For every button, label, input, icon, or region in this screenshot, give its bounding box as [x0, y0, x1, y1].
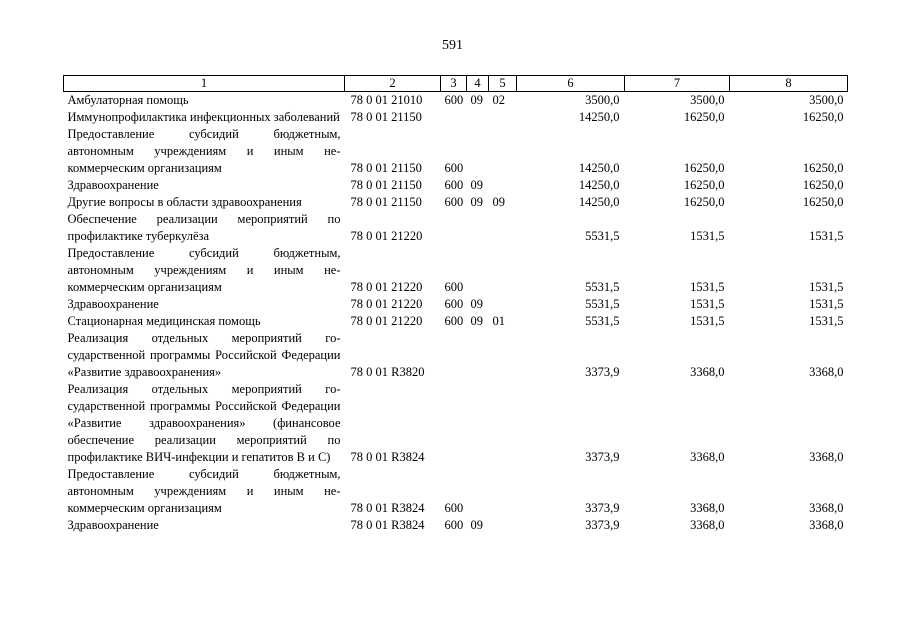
row-value-8-cell: 3500,0	[809, 93, 844, 107]
row-code-cell: 78 0 01 21150	[350, 178, 422, 192]
row-rz-cell	[467, 109, 489, 126]
row-value-6-cell: 5531,5	[585, 280, 620, 294]
row-value-8-cell: 3368,0	[809, 450, 844, 464]
row-value-8-cell: 16250,0	[802, 178, 844, 192]
row-rz-cell	[467, 381, 489, 466]
row-value-6-cell: 5531,5	[585, 229, 620, 243]
table-row	[64, 211, 848, 245]
row-name-cell: Другие вопросы в области здравоохранения	[67, 195, 302, 209]
row-code-cell: 78 0 01 R3824	[350, 450, 425, 464]
header-row	[64, 76, 848, 92]
row-name-cell: Здравоохранение	[67, 518, 159, 532]
row-name-cell: Реализация отдельных мероприятий государственной программы Российской Федерации «Развитие здравоохранения» (финансовое обеспечение реализации мероприятий по профилактике ВИЧ-инфекции и гепатитов В и С)	[67, 382, 341, 464]
row-code-cell: 78 0 01 R3824	[350, 518, 425, 532]
row-name-cell: Предоставление субсидий бюджетным, автономным учреждениям и иным некоммерческим организациям	[67, 246, 341, 294]
row-value-7-cell: 3500,0	[690, 93, 725, 107]
row-pr-cell	[489, 177, 517, 194]
table-row	[64, 177, 848, 194]
row-value-7-cell: 1531,5	[690, 314, 725, 328]
row-name-cell: Амбулаторная помощь	[67, 93, 189, 107]
row-rz-cell	[467, 126, 489, 177]
row-value-8-cell: 1531,5	[809, 280, 844, 294]
row-value-6-cell: 14250,0	[578, 110, 620, 124]
table-row	[64, 381, 848, 466]
table-row	[64, 296, 848, 313]
row-vr-cell	[441, 330, 467, 381]
budget-table	[63, 75, 848, 534]
row-value-7-cell: 16250,0	[683, 110, 725, 124]
row-value-6-cell: 14250,0	[578, 161, 620, 175]
header-cell-6: 6	[517, 76, 625, 92]
row-name-cell: Стационарная медицинская помощь	[67, 314, 261, 328]
row-value-7-cell: 16250,0	[683, 195, 725, 209]
row-value-8-cell: 3368,0	[809, 501, 844, 515]
row-code-cell: 78 0 01 21150	[350, 161, 422, 175]
row-vr-cell: 600	[444, 518, 464, 532]
row-code-cell: 78 0 01 R3820	[350, 365, 425, 379]
row-value-8-cell: 16250,0	[802, 195, 844, 209]
row-vr-cell: 600	[444, 93, 464, 107]
row-pr-cell	[489, 330, 517, 381]
row-name-cell: Здравоохранение	[67, 297, 159, 311]
row-rz-cell	[467, 466, 489, 517]
row-value-8-cell: 1531,5	[809, 229, 844, 243]
row-code-cell: 78 0 01 R3824	[350, 501, 425, 515]
row-code-cell: 78 0 01 21220	[350, 229, 423, 243]
table-body	[64, 92, 848, 535]
row-value-7-cell: 3368,0	[690, 450, 725, 464]
row-value-7-cell: 3368,0	[690, 501, 725, 515]
row-value-8-cell: 1531,5	[809, 297, 844, 311]
row-vr-cell: 600	[444, 178, 464, 192]
header-cell-4: 4	[467, 76, 489, 92]
row-pr-cell	[489, 466, 517, 517]
row-rz-cell: 09	[470, 297, 483, 311]
row-value-6-cell: 5531,5	[585, 314, 620, 328]
row-value-6-cell: 3500,0	[585, 93, 620, 107]
row-name-cell: Предоставление субсидий бюджетным, автономным учреждениям и иным некоммерческим организациям	[67, 467, 341, 515]
header-cell-8: 8	[730, 76, 848, 92]
row-rz-cell: 09	[470, 518, 483, 532]
row-name-cell: Предоставление субсидий бюджетным, автономным учреждениям и иным некоммерческим организациям	[67, 127, 341, 175]
row-rz-cell	[467, 330, 489, 381]
header-cell-3: 3	[441, 76, 467, 92]
row-vr-cell: 600	[444, 314, 464, 328]
table-row	[64, 109, 848, 126]
row-vr-cell	[441, 109, 467, 126]
table-row	[64, 466, 848, 517]
row-pr-cell	[489, 517, 517, 534]
header-cell-2: 2	[345, 76, 441, 92]
table-row	[64, 313, 848, 330]
row-value-6-cell: 3373,9	[585, 501, 620, 515]
row-pr-cell	[489, 245, 517, 296]
row-vr-cell: 600	[444, 195, 464, 209]
row-rz-cell: 09	[470, 195, 483, 209]
table-row	[64, 126, 848, 177]
row-name-cell: Здравоохранение	[67, 178, 159, 192]
row-value-7-cell: 1531,5	[690, 297, 725, 311]
row-value-6-cell: 3373,9	[585, 518, 620, 532]
row-vr-cell: 600	[444, 280, 464, 294]
row-value-6-cell: 3373,9	[585, 365, 620, 379]
row-pr-cell: 01	[492, 314, 505, 328]
row-vr-cell: 600	[444, 501, 464, 515]
row-value-7-cell: 16250,0	[683, 178, 725, 192]
row-rz-cell: 09	[470, 178, 483, 192]
row-pr-cell: 02	[492, 93, 505, 107]
row-vr-cell	[441, 211, 467, 245]
table-row	[64, 194, 848, 211]
header-cell-5: 5	[489, 76, 517, 92]
row-vr-cell	[441, 381, 467, 466]
row-pr-cell	[489, 211, 517, 245]
row-value-8-cell: 3368,0	[809, 518, 844, 532]
row-value-6-cell: 14250,0	[578, 195, 620, 209]
row-value-7-cell: 1531,5	[690, 229, 725, 243]
row-code-cell: 78 0 01 21150	[350, 195, 422, 209]
row-pr-cell	[489, 126, 517, 177]
row-code-cell: 78 0 01 21220	[350, 280, 423, 294]
row-code-cell: 78 0 01 21010	[350, 93, 423, 107]
table-row	[64, 245, 848, 296]
row-value-6-cell: 14250,0	[578, 178, 620, 192]
row-rz-cell: 09	[470, 93, 483, 107]
row-rz-cell	[467, 211, 489, 245]
row-rz-cell	[467, 245, 489, 296]
row-rz-cell: 09	[470, 314, 483, 328]
table-row	[64, 92, 848, 110]
row-value-7-cell: 1531,5	[690, 280, 725, 294]
row-value-8-cell: 16250,0	[802, 161, 844, 175]
row-value-6-cell: 5531,5	[585, 297, 620, 311]
row-value-6-cell: 3373,9	[585, 450, 620, 464]
table-row	[64, 330, 848, 381]
row-pr-cell	[489, 296, 517, 313]
row-name-cell: Реализация отдельных мероприятий государственной программы Российской Федерации «Развитие здравоохранения»	[67, 331, 341, 379]
row-value-7-cell: 3368,0	[690, 365, 725, 379]
row-pr-cell	[489, 109, 517, 126]
row-vr-cell: 600	[444, 297, 464, 311]
row-name-cell: Обеспечение реализации мероприятий по профилактике туберкулёза	[67, 212, 341, 243]
row-name-cell: Иммунопрофилактика инфекционных заболеваний	[67, 110, 340, 124]
row-pr-cell: 09	[492, 195, 505, 209]
row-code-cell: 78 0 01 21150	[350, 110, 422, 124]
header-cell-1: 1	[64, 76, 345, 92]
row-value-8-cell: 1531,5	[809, 314, 844, 328]
row-code-cell: 78 0 01 21220	[350, 314, 423, 328]
row-value-7-cell: 3368,0	[690, 518, 725, 532]
header-cell-7: 7	[625, 76, 730, 92]
page-number: 591	[442, 38, 463, 53]
table-row	[64, 517, 848, 534]
row-value-8-cell: 3368,0	[809, 365, 844, 379]
row-vr-cell: 600	[444, 161, 464, 175]
row-value-7-cell: 16250,0	[683, 161, 725, 175]
row-value-8-cell: 16250,0	[802, 110, 844, 124]
row-code-cell: 78 0 01 21220	[350, 297, 423, 311]
row-pr-cell	[489, 381, 517, 466]
